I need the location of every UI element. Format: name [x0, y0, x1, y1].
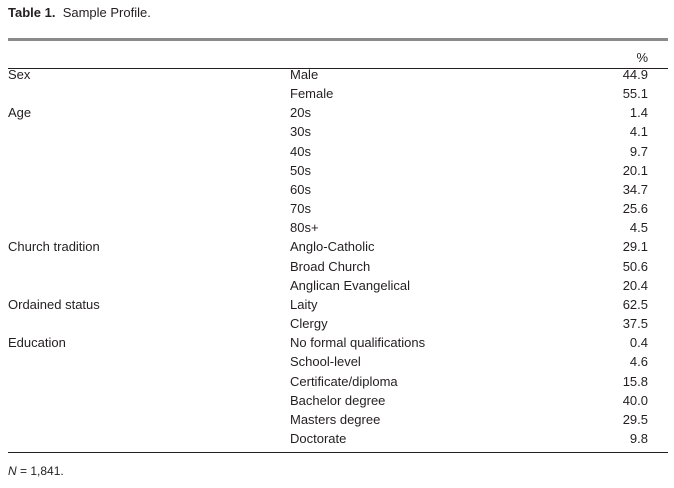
- row-value: 1.4: [629, 105, 648, 121]
- table-row: [8, 431, 648, 450]
- row-value: 9.7: [629, 143, 648, 159]
- row-category: 30s: [290, 124, 311, 140]
- table-row: [8, 182, 648, 201]
- row-category: 20s: [290, 105, 311, 121]
- table-row: [8, 86, 648, 105]
- table-body: [8, 67, 648, 450]
- row-category: School-level: [290, 354, 361, 370]
- table-caption: Sample Profile.: [62, 5, 151, 20]
- table-row: [8, 220, 648, 239]
- table-row: [8, 67, 648, 86]
- row-value: 4.5: [629, 220, 648, 236]
- table-row: [8, 316, 648, 335]
- table-row: [8, 259, 648, 278]
- row-value: 50.6: [622, 258, 648, 274]
- row-value: 4.1: [629, 124, 648, 140]
- row-category: 70s: [290, 201, 311, 217]
- table-row: [8, 163, 648, 182]
- row-category: Doctorate: [290, 430, 347, 446]
- table-row: [8, 239, 648, 258]
- row-value: 25.6: [622, 201, 648, 217]
- row-value: 40.0: [622, 392, 648, 408]
- table-row: [8, 124, 648, 143]
- row-value: 9.8: [629, 430, 648, 446]
- row-category: Female: [290, 86, 334, 102]
- table-row: [8, 297, 648, 316]
- row-value: 62.5: [622, 296, 648, 312]
- row-group: Ordained status: [8, 296, 100, 312]
- header-percent: %: [636, 50, 648, 65]
- table-row: [8, 412, 648, 431]
- note-text: = 1,841.: [16, 464, 64, 478]
- row-value: 29.5: [622, 411, 648, 427]
- top-rule: [8, 38, 668, 41]
- row-category: 50s: [290, 162, 311, 178]
- row-category: Masters degree: [290, 411, 381, 427]
- row-category: 80s+: [290, 220, 319, 236]
- table-row: [8, 105, 648, 124]
- row-value: 20.1: [622, 162, 648, 178]
- table-row: [8, 393, 648, 412]
- row-category: Male: [290, 67, 319, 82]
- row-value: 37.5: [622, 316, 648, 332]
- row-category: Clergy: [290, 316, 328, 332]
- table-note: [8, 464, 64, 478]
- row-category: Anglo-Catholic: [290, 239, 375, 255]
- table-row: [8, 335, 648, 354]
- row-category: 60s: [290, 181, 311, 197]
- table-row: [8, 374, 648, 393]
- row-category: No formal qualifications: [290, 335, 426, 351]
- row-value: 44.9: [622, 67, 648, 82]
- row-value: 20.4: [622, 277, 648, 293]
- row-category: Laity: [290, 296, 318, 312]
- table-row: [8, 144, 648, 163]
- row-group: Church tradition: [8, 239, 100, 255]
- row-group: Sex: [8, 67, 31, 82]
- row-category: Bachelor degree: [290, 392, 386, 408]
- row-category: Broad Church: [290, 258, 371, 274]
- table-row: [8, 201, 648, 220]
- row-group: Age: [8, 105, 32, 121]
- note-variable: N: [8, 464, 17, 478]
- row-group: Education: [8, 335, 66, 351]
- row-value: 0.4: [629, 335, 648, 351]
- row-value: 15.8: [622, 373, 648, 389]
- row-value: 34.7: [622, 181, 648, 197]
- row-value: 4.6: [629, 354, 648, 370]
- row-value: 55.1: [622, 86, 648, 102]
- table-title: [8, 5, 151, 20]
- table-label: Table 1.: [8, 5, 56, 20]
- table-row: [8, 354, 648, 373]
- row-category: Certificate/diploma: [290, 373, 398, 389]
- row-category: 40s: [290, 143, 311, 159]
- row-category: Anglican Evangelical: [290, 277, 410, 293]
- bottom-rule: [8, 452, 668, 453]
- table-row: [8, 278, 648, 297]
- row-value: 29.1: [622, 239, 648, 255]
